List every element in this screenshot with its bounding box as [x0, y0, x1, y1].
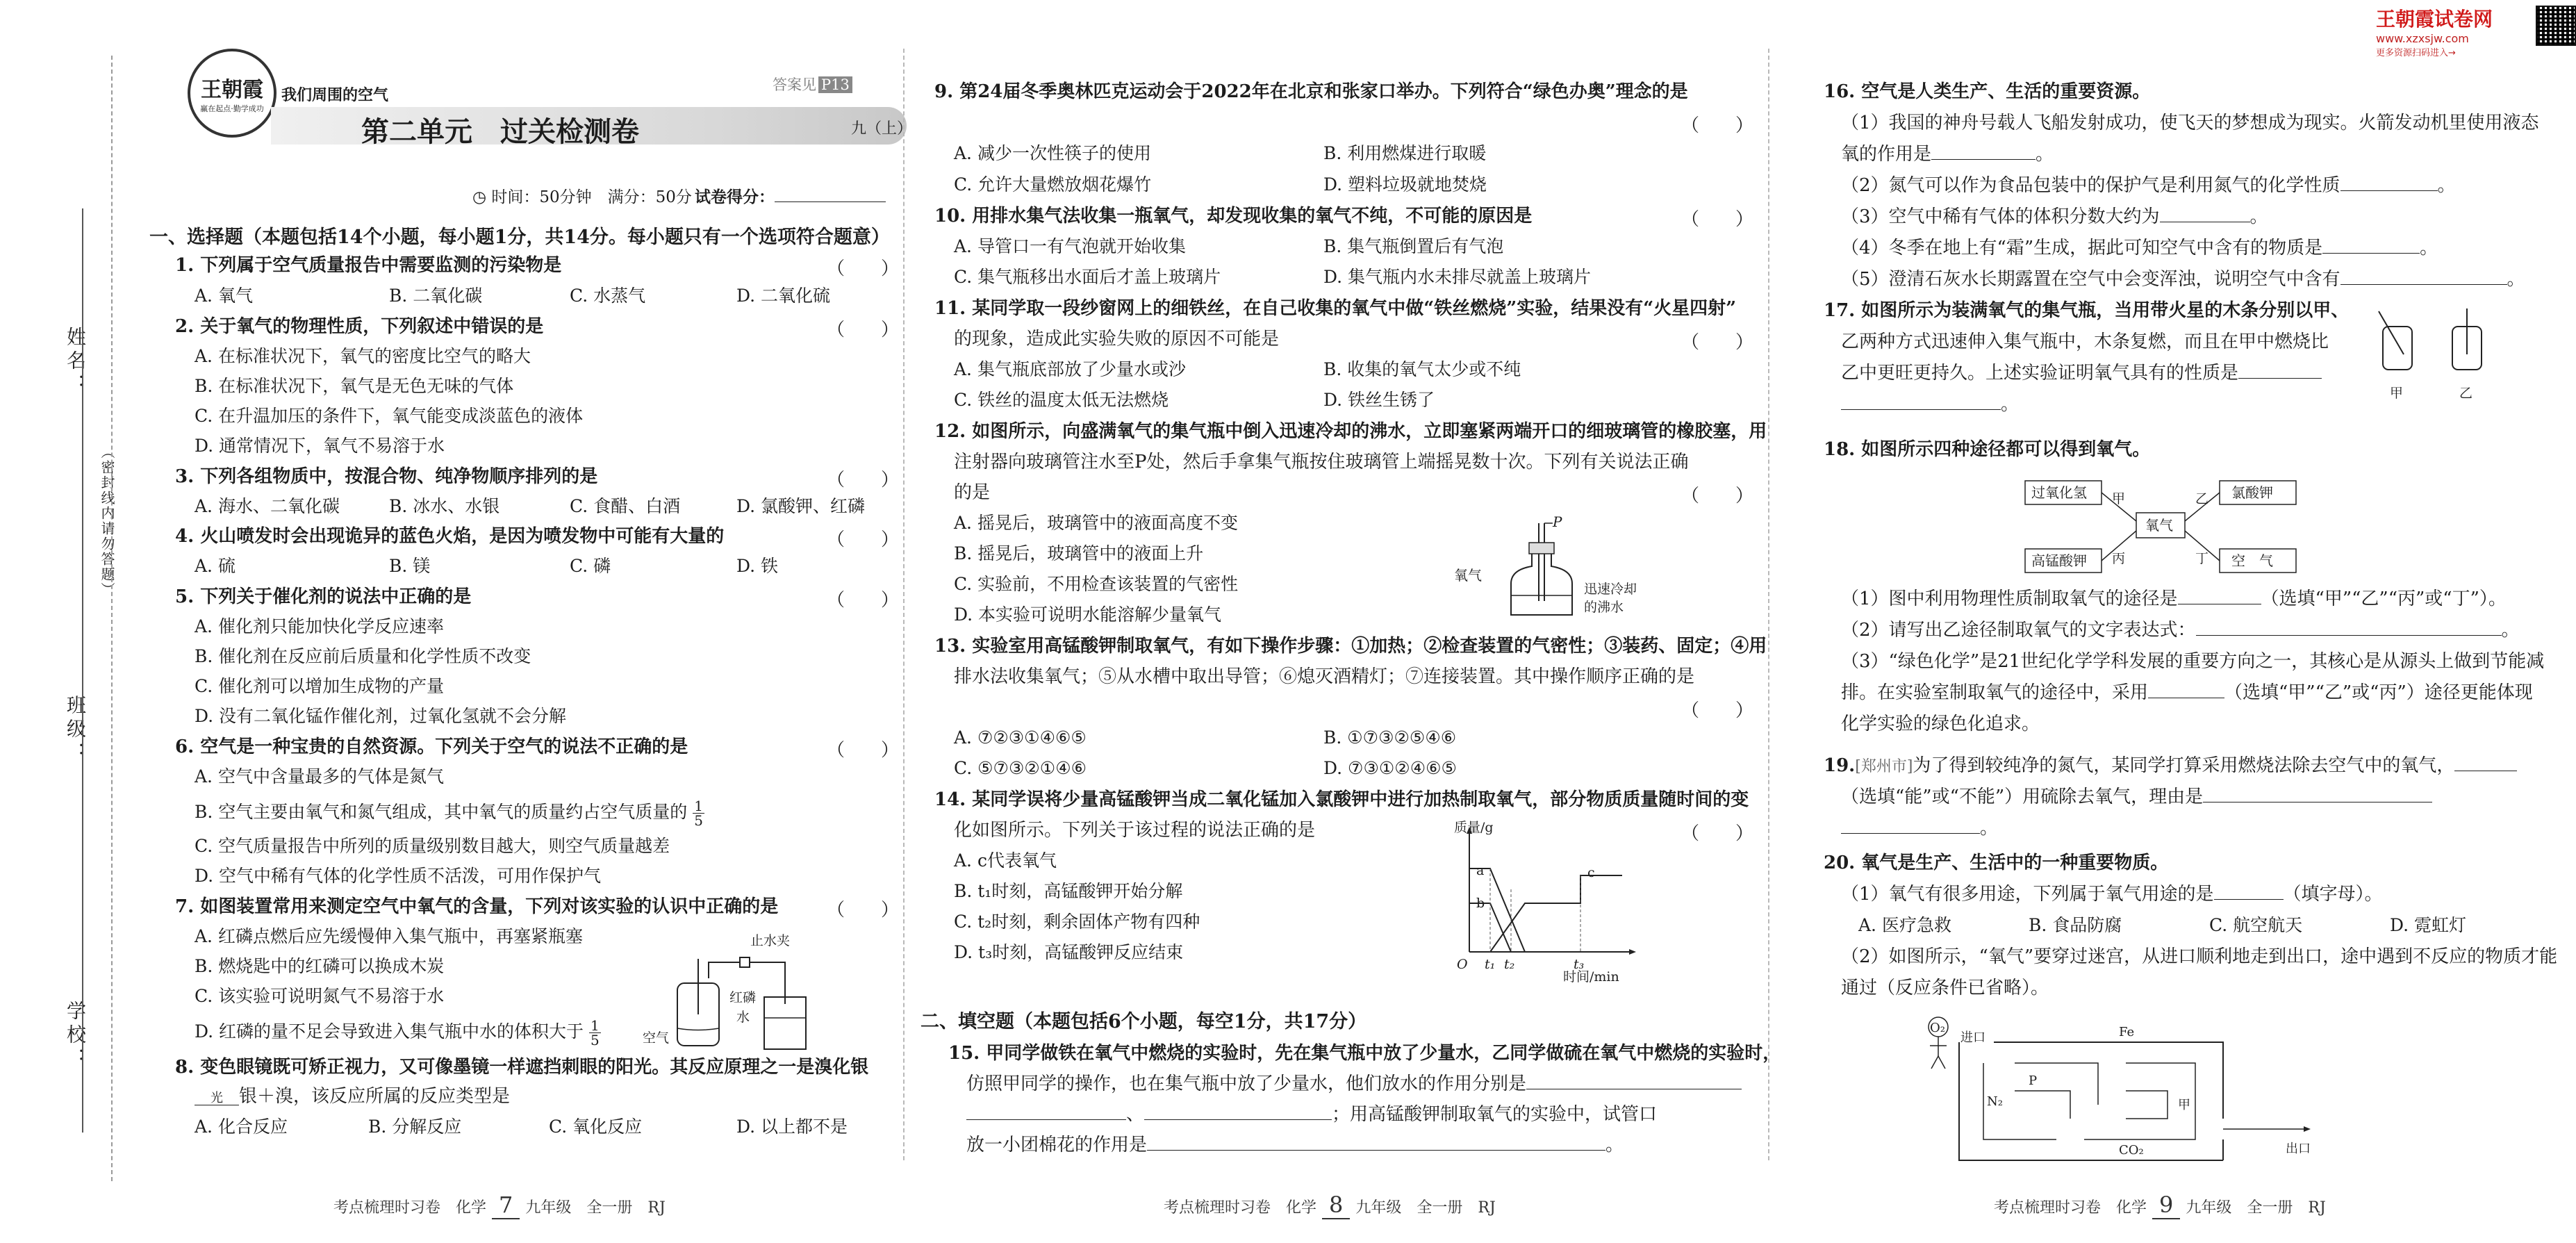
q4-answer[interactable]: （ ）: [827, 529, 900, 550]
q10-option-c[interactable]: C. 集气瓶移出水面后才盖上玻璃片: [954, 267, 1221, 287]
q11-option-b[interactable]: B. 收集的氧气太少或不纯: [1323, 359, 1521, 379]
page-7: [132, 0, 913, 1243]
q18-sub-3d: 化学实验的绿色化追求。: [1841, 714, 2040, 734]
q12-fig-oxygen: 氧气: [1454, 567, 1482, 584]
q4-option-d[interactable]: D. 铁: [736, 556, 779, 576]
q17-line-4: 。: [1841, 393, 2019, 415]
q2-option-a[interactable]: A. 在标准状况下，氧气的密度比空气的略大: [195, 346, 531, 366]
page-7-footer: [333, 1192, 666, 1219]
logo-subtext: 赢在起点·勤学成功: [200, 104, 264, 113]
q6-stem: 6. 空气是一种宝贵的自然资源。下列关于空气的说法不正确的是: [175, 736, 688, 757]
q17-fig-jia: 甲: [2390, 386, 2404, 401]
time-score-text: 时间：50分钟 满分：50分: [491, 188, 692, 206]
q14-fig-x-label: 时间/min: [1563, 969, 1619, 985]
q12-option-a[interactable]: A. 摇晃后，玻璃管中的液面高度不变: [954, 513, 1238, 533]
q20-maze-fe: Fe: [2119, 1025, 2135, 1039]
footer-right-text: 九年级 全一册 RJ: [2186, 1199, 2326, 1217]
q20-maze-entrance: 进口: [1960, 1030, 1985, 1045]
q16-sub-2: （2）氮气可以作为食品包装中的保护气是利用氮气的化学性质 。: [1841, 175, 2456, 196]
q8-condition-text: 光: [195, 1092, 239, 1105]
q15-line-2: [966, 1073, 1742, 1095]
q16-stem: 16. 空气是人类生产、生活的重要资源。: [1824, 81, 2151, 102]
q19-region-tag: [郑州市]: [1855, 758, 1913, 775]
q14-fig-origin: O: [1457, 957, 1468, 972]
q15-line-3: 、 ；用高锰酸钾制取氧气的实验中，试管口: [966, 1103, 1657, 1126]
q5-option-b[interactable]: B. 催化剂在反应前后质量和化学性质不改变: [195, 646, 531, 666]
q15-blank-2[interactable]: [966, 1119, 1126, 1120]
q12-answer[interactable]: （ ）: [1681, 486, 1754, 507]
q13-option-c[interactable]: C. ⑤⑦③②①④⑥: [954, 758, 1087, 778]
q6-option-b[interactable]: [195, 799, 704, 828]
q8-option-b[interactable]: B. 分解反应: [368, 1117, 462, 1137]
q17-fig-yi: 乙: [2459, 386, 2473, 401]
q16-sub-3: （3）空气中稀有气体的体积分数大约为 。: [1841, 206, 2268, 227]
q20-option-d[interactable]: D. 霓虹灯: [2390, 915, 2467, 935]
q16-sub-3-text: （3）空气中稀有气体的体积分数大约为: [1841, 206, 2160, 227]
q15-line-1: 15. 甲同学做铁在氧气中燃烧的实验时，先在集气瓶中放了少量水，乙同学做硫在氧气中燃烧的实验时，: [948, 1043, 1781, 1064]
q19-blank-3[interactable]: [1841, 833, 1980, 834]
q3-stem: 3. 下列各组物质中，按混合物、纯净物顺序排列的是: [175, 466, 598, 487]
seal-note: （密封线内请勿答题）: [99, 445, 115, 598]
q18-label-jia: 甲: [2112, 491, 2126, 507]
page-number-9: 9: [2152, 1192, 2180, 1219]
q3-option-c[interactable]: C. 食醋、白酒: [570, 496, 681, 516]
q18-box-air: 空 气: [2231, 552, 2273, 569]
q6-option-a[interactable]: A. 空气中含量最多的气体是氮气: [195, 766, 444, 787]
q12-option-c[interactable]: C. 实验前，不用检查该装置的气密性: [954, 574, 1239, 594]
unit-topic: 我们周围的空气: [281, 86, 389, 104]
answer-ref-page: P13: [818, 76, 852, 93]
q14-stem-2: 化如图所示。下列关于该过程的说法正确的是: [954, 820, 1316, 841]
q14-fig-t2: t₂: [1504, 957, 1515, 972]
q2-stem: 2. 关于氧气的物理性质，下列叙述中错误的是: [175, 316, 544, 337]
q15-blank-3[interactable]: [1144, 1119, 1332, 1120]
q20-maze: [1917, 1014, 2320, 1167]
q7-frac-num: 1: [591, 1017, 600, 1034]
q18-sub-3b-text: 排。在实验室制取氧气的途径中，采用: [1841, 682, 2149, 703]
grade-label: 九（上）: [851, 120, 913, 138]
q20-maze-p: P: [2029, 1073, 2038, 1088]
q8-stem-2-text: 银＋溴，该反应所属的反应类型是: [239, 1086, 511, 1107]
q10-stem: 10. 用排水集气法收集一瓶氧气，却发现收集的氧气不纯，不可能的原因是: [934, 206, 1533, 227]
q18-box-kmno4: 高锰酸钾: [2031, 552, 2087, 569]
q5-option-a[interactable]: A. 催化剂只能加快化学反应速率: [195, 616, 444, 636]
q20-blank-1[interactable]: [2214, 899, 2284, 900]
q5-stem: 5. 下列关于催化剂的说法中正确的是: [175, 586, 472, 607]
q18-box-h2o2: 过氧化氢: [2031, 484, 2087, 501]
q16-blank-5[interactable]: [2340, 284, 2507, 285]
q18-sub-2-text: （2）请写出乙途径制取氧气的文字表达式：: [1841, 620, 2196, 641]
q7-stem: 7. 如图装置常用来测定空气中氧气的含量，下列对该实验的认识中正确的是: [175, 896, 779, 917]
q7-fraction: [589, 1019, 601, 1047]
q19-number: 19.: [1824, 755, 1856, 776]
q7-option-b[interactable]: B. 燃烧匙中的红磷可以换成木炭: [195, 956, 445, 976]
q11-stem-2: 的现象，造成此实验失败的原因不可能是: [954, 329, 1280, 349]
q12-stem: 12. 如图所示，向盛满氧气的集气瓶中倒入迅速冷却的沸水，立即塞紧两端开口的细玻璃管的橡胶塞，用: [934, 421, 1767, 442]
page-number-8: 8: [1322, 1192, 1350, 1219]
q18-sub-1b-text: （选填“甲”“乙”“丙”或“丁”）。: [2261, 588, 2507, 609]
q7-frac-den: 5: [591, 1032, 600, 1048]
q20-sub-1b-text: （填字母）。: [2283, 884, 2383, 905]
q20-option-c[interactable]: C. 航空航天: [2209, 915, 2303, 935]
q18-box-kclo3: 氯酸钾: [2231, 484, 2273, 501]
q12-bottle-figure: [1497, 518, 1594, 622]
q20-sub-1-text: （1）氧气有很多用途，下列属于氧气用途的是: [1841, 884, 2214, 905]
q14-stem: 14. 某同学误将少量高锰酸钾当成二氧化锰加入氯酸钾中进行加热制取氧气，部分物质质量随时间的变: [934, 789, 1749, 810]
q18-pathway-diagram: [2022, 472, 2300, 584]
q12-stem-2: 注射器向玻璃管注水至P处，然后手拿集气瓶按住玻璃管上端摇晃数十次。下列有关说法正确: [954, 452, 1689, 472]
q20-maze-n2: N₂: [1987, 1094, 2003, 1109]
q3-answer[interactable]: （ ）: [827, 470, 900, 491]
q7-option-a[interactable]: A. 红磷点燃后应先缓慢伸入集气瓶中，再塞紧瓶塞: [195, 926, 583, 946]
q4-option-b[interactable]: B. 镁: [389, 556, 431, 576]
name-label: 姓名：: [64, 327, 87, 397]
q20-maze-jia: 甲: [2178, 1098, 2190, 1112]
q17-blank-2[interactable]: [1841, 409, 2001, 410]
q16-blank-1[interactable]: [1931, 159, 2036, 160]
q18-label-ding: 丁: [2195, 551, 2209, 566]
footer-left-text: 考点梳理时习卷 化学: [333, 1199, 487, 1217]
logo-text: 王朝霞: [201, 78, 263, 102]
logo-badge: [188, 49, 276, 138]
q7-option-d[interactable]: [195, 1019, 601, 1047]
q18-sub-2: （2）请写出乙途径制取氧气的文字表达式： 。: [1841, 620, 2520, 641]
q20-maze-o2: O₂: [1930, 1021, 1945, 1035]
page-number-7: 7: [492, 1192, 520, 1219]
q16-sub-2-text: （2）氮气可以作为食品包装中的保护气是利用氮气的化学性质: [1841, 175, 2340, 196]
score-label: 试卷得分：: [695, 188, 775, 206]
q14-option-b[interactable]: B. t₁时刻，高锰酸钾开始分解: [954, 881, 1183, 901]
q1-stem: 1. 下列属于空气质量报告中需要监测的污染物是: [175, 255, 562, 276]
clock-icon: ◷: [472, 188, 487, 206]
q18-label-yi: 乙: [2195, 491, 2209, 507]
q6-fraction: [693, 799, 704, 828]
q8-option-d[interactable]: D. 以上都不是: [736, 1117, 848, 1137]
q8-condition: [195, 1092, 239, 1105]
q12-fig-water-2: 的沸水: [1584, 600, 1624, 615]
q8-stem-2: [195, 1085, 510, 1108]
q17-line-3: [1841, 362, 2322, 384]
q5-option-d[interactable]: D. 没有二氧化锰作催化剂，过氧化氢就不会分解: [195, 706, 567, 726]
q16-sub-1: （1）我国的神舟号载人飞船发射成功，使飞天的梦想成为现实。火箭发动机里使用液态: [1841, 113, 2539, 133]
footer-right-text: 九年级 全一册 RJ: [525, 1199, 666, 1217]
q5-option-c[interactable]: C. 催化剂可以增加生成物的产量: [195, 676, 445, 696]
q19-line-2: [1841, 786, 2432, 808]
q13-answer[interactable]: （ ）: [1681, 700, 1754, 721]
q14-fig-c: c: [1587, 865, 1595, 880]
q13-option-d[interactable]: D. ⑦③①②④⑥⑤: [1323, 758, 1457, 778]
q3-option-d[interactable]: D. 氯酸钾、红磷: [736, 496, 866, 516]
q15-blank-4[interactable]: [1147, 1150, 1605, 1151]
watermark-url: www.xzxsjw.com: [2376, 32, 2469, 45]
q18-center-oxygen: 氧气: [2145, 517, 2173, 534]
q12-option-b[interactable]: B. 摇晃后，玻璃管中的液面上升: [954, 543, 1204, 563]
q19-line-1: [1824, 755, 2517, 778]
q17-bottles-figure: [2369, 306, 2494, 382]
q20-maze-exit: 出口: [2286, 1142, 2311, 1156]
q14-fig-b: b: [1476, 896, 1485, 911]
answer-ref-label: 答案见: [773, 76, 816, 93]
q19-line-2-text: （选填“能”或“不能”）用硫除去氧气，理由是: [1841, 787, 2204, 807]
q12-fig-p: P: [1553, 513, 1562, 530]
q13-stem-2: 排水法收集氧气；⑤从水槽中取出导管；⑥熄灭酒精灯；⑦连接装置。其中操作顺序正确的是: [954, 666, 1695, 687]
q11-stem: 11. 某同学取一段纱窗网上的细铁丝，在自己收集的氧气中做“铁丝燃烧”实验，结果没有“火星四射”: [934, 298, 1737, 319]
q17-blank-1[interactable]: [2238, 378, 2322, 379]
q11-option-d[interactable]: D. 铁丝生锈了: [1323, 390, 1435, 410]
q6-answer[interactable]: （ ）: [827, 740, 900, 761]
q2-option-b[interactable]: B. 在标准状况下，氧气是无色无味的气体: [195, 376, 514, 396]
q1-option-a[interactable]: A. 氧气: [195, 286, 253, 306]
q16-blank-4[interactable]: [2322, 253, 2420, 254]
q14-fig-t1: t₁: [1485, 957, 1496, 972]
class-label: 班级：: [64, 695, 87, 766]
q9-option-c[interactable]: C. 允许大量燃放烟花爆竹: [954, 174, 1152, 195]
q16-sub-1b: 氧的作用是 。: [1841, 144, 2054, 165]
watermark-site: 王朝霞试卷网: [2376, 8, 2493, 31]
q4-option-c[interactable]: C. 磷: [570, 556, 611, 576]
q16-sub-5-text: （5）澄清石灰水长期露置在空气中会变浑浊，说明空气中含有: [1841, 269, 2340, 290]
q9-option-d[interactable]: D. 塑料垃圾就地焚烧: [1323, 174, 1487, 195]
page-divider-2: [1768, 49, 1769, 1160]
q8-stem: 8. 变色眼镜既可矫正视力，又可像墨镜一样遮挡刺眼的阳光。其反应原理之一是溴化银: [175, 1057, 869, 1078]
q9-stem: 9. 第24届冬季奥林匹克运动会于2022年在北京和张家口举办。下列符合“绿色办奥”理念的是: [934, 81, 1688, 102]
q9-option-a[interactable]: A. 减少一次性筷子的使用: [954, 143, 1151, 163]
q8-option-c[interactable]: C. 氧化反应: [549, 1117, 643, 1137]
q16-sub-4: （4）冬季在地上有“霜”生成，据此可知空气中含有的物质是 。: [1841, 238, 2438, 258]
footer-left-text: 考点梳理时习卷 化学: [1994, 1199, 2147, 1217]
q1-option-d[interactable]: D. 二氧化硫: [736, 286, 831, 306]
q16-sub-1b-text: 氧的作用是: [1841, 144, 1932, 165]
q7-fig-phosphorus: 红磷: [729, 990, 757, 1005]
q14-option-c[interactable]: C. t₂时刻，剩余固体产物有四种: [954, 912, 1200, 932]
q5-answer[interactable]: （ ）: [827, 590, 900, 611]
q7-answer[interactable]: （ ）: [827, 900, 900, 921]
q4-option-a[interactable]: A. 硫: [195, 556, 236, 576]
footer-right-text: 九年级 全一册 RJ: [1355, 1199, 1496, 1217]
q18-blank-2[interactable]: [2196, 635, 2502, 636]
q13-option-b[interactable]: B. ①⑦③②⑤④⑥: [1323, 727, 1457, 748]
q16-sub-4-text: （4）冬季在地上有“霜”生成，据此可知空气中含有的物质是: [1841, 238, 2323, 258]
q15-line-4-text: 放一小团棉花的作用是: [966, 1135, 1148, 1155]
q3-option-b[interactable]: B. 冰水、水银: [389, 496, 500, 516]
q7-option-d-text: D. 红磷的量不足会导致进入集气瓶中水的体积大于: [195, 1021, 584, 1042]
q15-line-2-text: 仿照甲同学的操作，也在集气瓶中放了少量水，他们放水的作用分别是: [966, 1073, 1527, 1094]
q18-sub-1-text: （1）图中利用物理性质制取氧气的途径是: [1841, 588, 2178, 609]
q7-fig-clamp: 止水夹: [750, 933, 791, 948]
q18-sub-1: [1841, 588, 2507, 610]
section2-title: 二、填空题（本题包括6个小题，每空1分，共17分）: [920, 1011, 1367, 1032]
q11-option-a[interactable]: A. 集气瓶底部放了少量水或沙: [954, 359, 1186, 379]
q6-option-b-text: B. 空气主要由氧气和氮气组成，其中氧气的质量约占空气质量的: [195, 802, 688, 822]
q8-option-a[interactable]: A. 化合反应: [195, 1117, 288, 1137]
q14-fig-t3: t₃: [1574, 957, 1585, 972]
q11-option-c[interactable]: C. 铁丝的温度太低无法燃烧: [954, 390, 1169, 410]
q6-frac-num: 1: [694, 798, 703, 814]
q14-option-d[interactable]: D. t₃时刻，高锰酸钾反应结束: [954, 942, 1184, 962]
q7-option-c[interactable]: C. 该实验可说明氮气不易溶于水: [195, 986, 445, 1006]
page-9: [1813, 0, 2576, 1243]
q1-answer[interactable]: （ ）: [827, 258, 900, 279]
q13-option-a[interactable]: A. ⑦②③①④⑥⑤: [954, 727, 1087, 748]
footer-left-text: 考点梳理时习卷 化学: [1164, 1199, 1317, 1217]
q9-option-b[interactable]: B. 利用燃煤进行取暖: [1323, 143, 1487, 163]
q20-option-a[interactable]: A. 医疗急救: [1858, 915, 1951, 935]
q1-option-c[interactable]: C. 水蒸气: [570, 286, 646, 306]
seal-line: [111, 56, 113, 1181]
q19-line-1-text: 为了得到较纯净的氮气，某同学打算采用燃烧法除去空气中的氧气，: [1913, 755, 2455, 776]
q17-line-3-text: 乙中更旺更持久。上述实验证明氧气具有的性质是: [1841, 363, 2239, 384]
page-title: 第二单元 过关检测卷: [361, 115, 639, 148]
school-label: 学校：: [64, 1001, 87, 1071]
q18-stem: 18. 如图所示四种途径都可以得到氧气。: [1824, 439, 2151, 460]
q18-sub-3: （3）“绿色化学”是21世纪化学学科发展的重要方向之一，其核心是从源头上做到节能减: [1841, 651, 2545, 672]
q13-stem: 13. 实验室用高锰酸钾制取氧气，有如下操作步骤：①加热；②检查装置的气密性；③装药、固定；④用: [934, 636, 1767, 657]
q12-option-d[interactable]: D. 本实验可说明水能溶解少量氧气: [954, 604, 1222, 625]
q15-line-3-text: ；用高锰酸钾制取氧气的实验中，试管口: [1332, 1104, 1658, 1125]
page-8-footer: [1164, 1192, 1496, 1219]
q17-line-1: 17. 如图所示为装满氧气的集气瓶，当用带火星的木条分别以甲、: [1824, 300, 2350, 321]
page-9-footer: [1994, 1192, 2326, 1219]
q14-mass-time-graph: [1442, 820, 1643, 973]
score-field: [695, 184, 886, 207]
q16-sub-5: （5）澄清石灰水长期露置在空气中会变浑浊，说明空气中含有 。: [1841, 269, 2525, 290]
q20-sub-2b: 通过（反应条件已省略）。: [1841, 978, 2049, 998]
q18-label-bing: 丙: [2112, 551, 2126, 566]
section1-title: 一、选择题（本题包括14个小题，每小题1分，共14分。每小题只有一个选项符合题意）: [149, 227, 890, 248]
answer-ref: [773, 74, 852, 94]
watermark-slogan: 更多资源扫码进入→: [2376, 48, 2456, 58]
q17-line-2: 乙两种方式迅速伸入集气瓶中，木条复燃，而且在甲中燃烧比: [1841, 331, 2329, 352]
q3-option-a[interactable]: A. 海水、二氧化碳: [195, 496, 340, 516]
q16-blank-2[interactable]: [2340, 190, 2438, 191]
q10-answer[interactable]: （ ）: [1681, 209, 1754, 230]
q9-answer[interactable]: （ ）: [1681, 115, 1754, 136]
q20-maze-co2: CO₂: [2119, 1143, 2144, 1158]
q10-option-a[interactable]: A. 导管口一有气泡就开始收集: [954, 236, 1186, 256]
q6-frac-den: 5: [694, 812, 703, 829]
q20-sub-1: [1841, 883, 2383, 905]
q1-option-b[interactable]: B. 二氧化碳: [389, 286, 483, 306]
q11-answer[interactable]: （ ）: [1681, 332, 1754, 353]
q2-answer[interactable]: （ ）: [827, 320, 900, 340]
q20-option-b[interactable]: B. 食品防腐: [2029, 915, 2122, 935]
q18-sub-3c-text: （选填“甲”“乙”或“丙”）途径更能体现: [2224, 682, 2533, 703]
q12-stem-3: 的是: [954, 482, 991, 503]
q14-fig-a: a: [1476, 863, 1485, 878]
page-divider-1: [903, 49, 905, 1160]
q14-option-a[interactable]: A. c代表氧气: [954, 850, 1057, 871]
q19-line-3: 。: [1841, 817, 1998, 839]
q12-fig-water-1: 迅速冷却: [1584, 582, 1637, 597]
q2-option-d[interactable]: D. 通常情况下，氧气不易溶于水: [195, 436, 445, 456]
q4-stem: 4. 火山喷发时会出现诡异的蓝色火焰，是因为喷发物中可能有大量的: [175, 526, 725, 547]
q20-stem: 20. 氧气是生产、生活中的一种重要物质。: [1824, 853, 2169, 873]
q6-option-c[interactable]: C. 空气质量报告中所列的质量级别数目越大，则空气质量越差: [195, 836, 670, 856]
q14-answer[interactable]: （ ）: [1681, 823, 1754, 844]
q15-line-4: 放一小团棉花的作用是 。: [966, 1135, 1624, 1155]
page-8: [920, 0, 1781, 1243]
q6-option-d[interactable]: D. 空气中稀有气体的化学性质不活泼，可用作保护气: [195, 866, 602, 886]
q18-sub-3b: [1841, 682, 2533, 704]
q2-option-c[interactable]: C. 在升温加压的条件下，氧气能变成淡蓝色的液体: [195, 406, 584, 426]
q10-option-d[interactable]: D. 集气瓶内水未排尽就盖上玻璃片: [1323, 267, 1592, 287]
q10-option-b[interactable]: B. 集气瓶倒置后有气泡: [1323, 236, 1504, 256]
q7-fig-water: 水: [736, 1010, 750, 1025]
q20-sub-2: （2）如图所示，“氧气”要穿过迷宫，从进口顺利地走到出口，途中遇到不反应的物质才能: [1841, 946, 2558, 967]
time-info: [472, 184, 692, 207]
name-line: [82, 208, 83, 1133]
q14-fig-y-label: 质量/g: [1454, 820, 1494, 835]
q7-fig-air: 空气: [643, 1030, 670, 1046]
